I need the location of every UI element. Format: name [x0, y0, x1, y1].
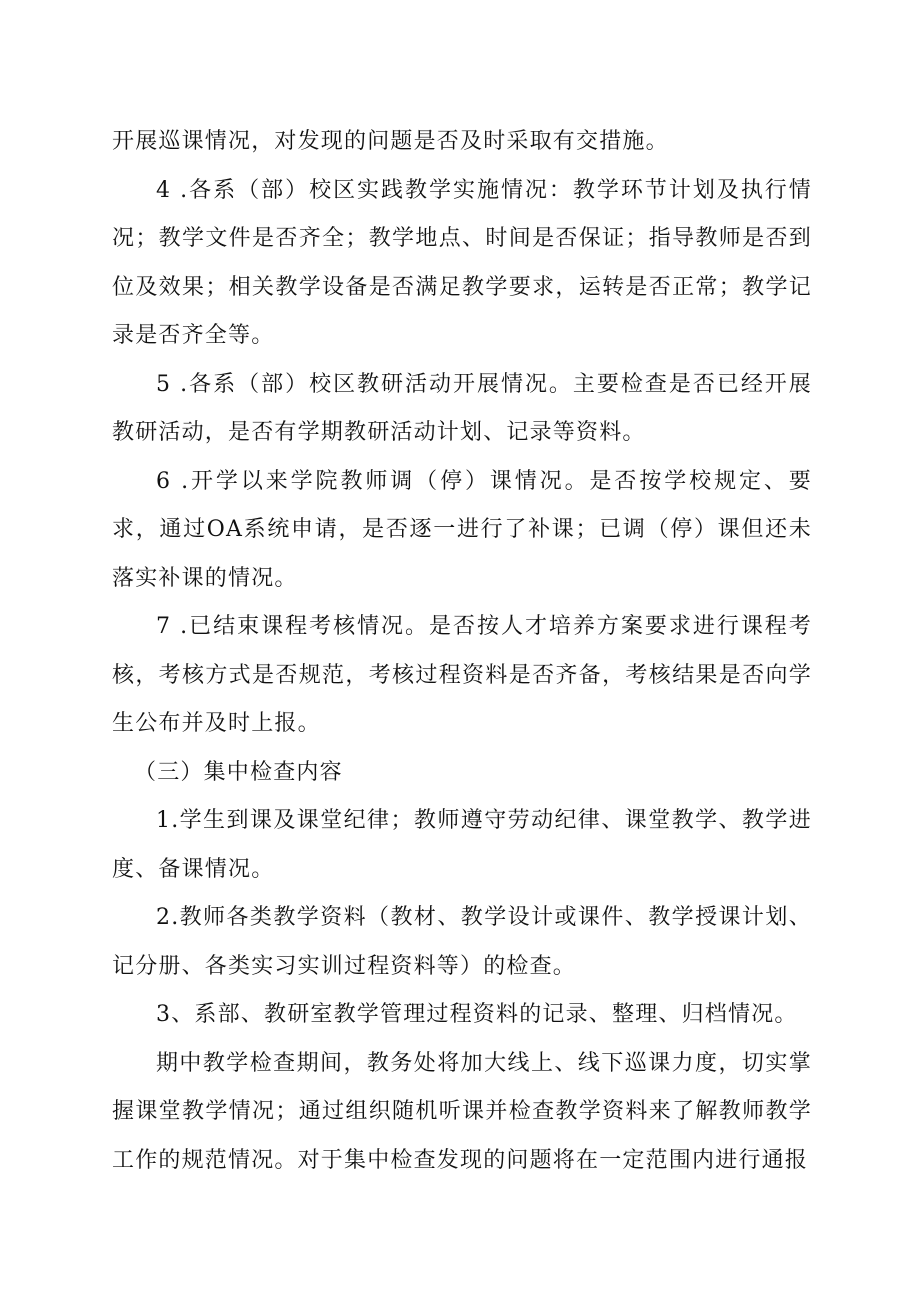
paragraph-check-3: 3、系部、教研室教学管理过程资料的记录、整理、归档情况。 — [156, 1002, 798, 1027]
paragraph-check-2: 2.教师各类教学资料（教材、教学设计或课件、教学授课计划、记分册、各类实习实训过程资料等）的检查。 — [112, 905, 812, 979]
paragraph-item-4: 4 .各系（部）校区实践教学实施情况：教学环节计划及执行情况；教学文件是否齐全；教学地点、时间是否保证；指导教师是否到位及效果；相关教学设备是否满足教学要求，运转是否正常；教学记录是否齐全等。 — [112, 177, 812, 348]
paragraph-continuation: 开展巡课情况，对发现的问题是否及时采取有交措施。 — [112, 129, 669, 154]
paragraph-summary: 期中教学检查期间，教务处将加大线上、线下巡课力度，切实掌握课堂教学情况；通过组织随机听课并检查教学资料来了解教师教学工作的规范情况。对于集中检查发现的问题将在一定范围内进行通报 — [112, 1050, 812, 1173]
paragraph-check-1: 1.学生到课及课堂纪律；教师遵守劳动纪律、课堂教学、教学进度、备课情况。 — [112, 808, 812, 882]
paragraph-item-6: 6 .开学以来学院教师调（停）课情况。是否按学校规定、要求，通过OA系统申请，是否逐一进行了补课；已调（停）课但还未落实补课的情况。 — [112, 468, 812, 591]
section-heading: （三）集中检查内容 — [134, 759, 343, 785]
paragraph-item-7: 7 .已结束课程考核情况。是否按人才培养方案要求进行课程考核，考核方式是否规范，考核过程资料是否齐备，考核结果是否向学生公布并及时上报。 — [112, 614, 812, 736]
paragraph-item-5: 5 .各系（部）校区教研活动开展情况。主要检查是否已经开展教研活动，是否有学期教研活动计划、记录等资料。 — [112, 371, 812, 445]
